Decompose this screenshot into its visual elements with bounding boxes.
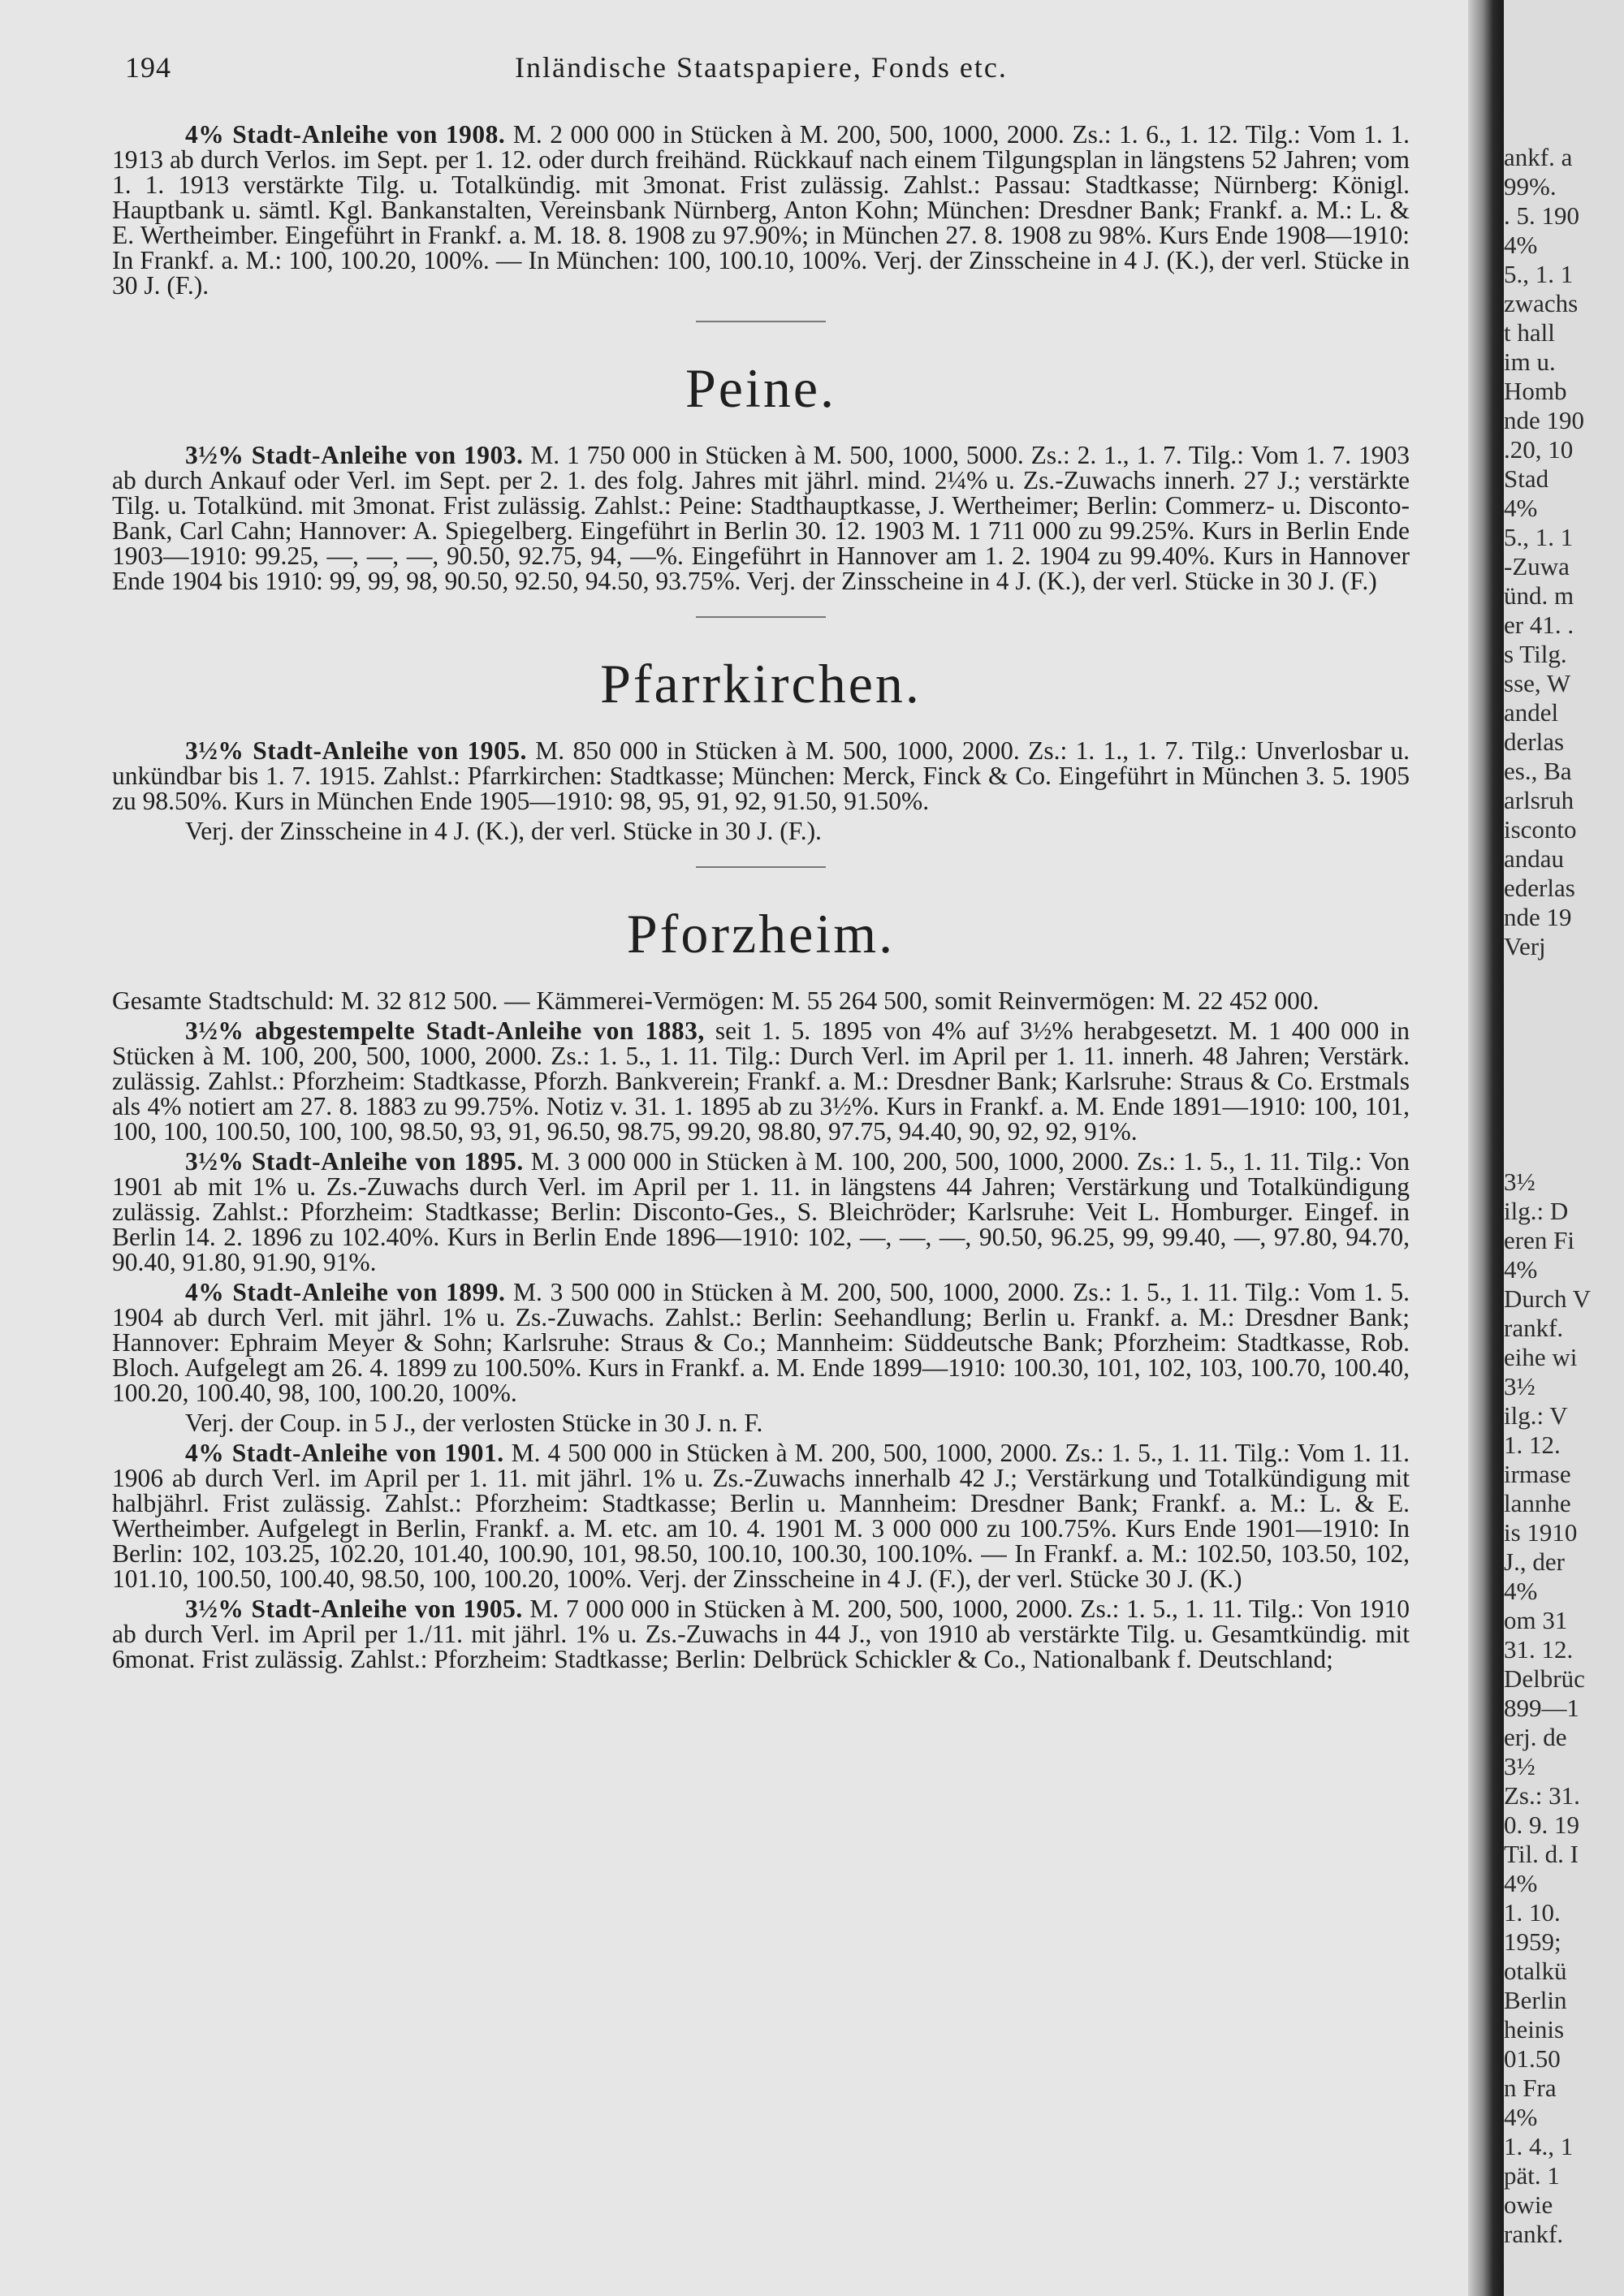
facing-page-text-fragment: Verj (1504, 932, 1546, 960)
entry-paragraph (112, 1018, 1410, 1144)
entry-text: M. 7 000 000 in Stücken à M. 200, 500, 1000, 2000. Zs.: 1. 5., 1. 11. Tilg.: Von 1910 ab durch Verl. im April per 1./11. mit jährl. 1% u. Zs.-Zuwachs in 44 J., von 1910 ab verstärkte Tilg. u. Gesamtkündig. mit 6monat. Frist zulässig. Zahlst.: Pforzheim: Stadtkasse; Berlin: Delbrück Schickler & Co., Nationalbank f. Deutschland; (112, 1595, 1410, 1673)
facing-page-text-fragment: Til. d. I (1504, 1840, 1579, 1868)
section-divider (696, 866, 826, 868)
facing-page-text-fragment: zwachs (1504, 289, 1579, 317)
facing-page-text-fragment: ünd. m (1504, 581, 1574, 610)
entry-paragraph (112, 818, 1410, 844)
facing-page-text-fragment: 4% (1504, 2103, 1538, 2131)
facing-page-text-fragment: rankf. (1504, 2220, 1564, 2248)
facing-page-text-fragment: Homb (1504, 377, 1567, 405)
facing-page-text-fragment: 5., 1. 1 (1504, 523, 1574, 551)
page-number: 194 (125, 51, 171, 84)
entry-title: 4% Stadt-Anleihe von 1908. (185, 120, 506, 149)
entry-title: 4% Stadt-Anleihe von 1899. (185, 1278, 506, 1306)
facing-page-text-fragment: erj. de (1504, 1723, 1567, 1751)
entry-paragraph (112, 1410, 1410, 1435)
entry-text: Verj. der Coup. in 5 J., der verlosten Stücke in 30 J. n. F. (185, 1409, 763, 1437)
entry-paragraph (112, 442, 1410, 593)
facing-page-text-fragment: irmase (1504, 1460, 1571, 1488)
facing-page-text-fragment: eren Fi (1504, 1226, 1574, 1254)
facing-page-text-fragment: 3½ (1504, 1167, 1535, 1196)
entry-title: 3½% Stadt-Anleihe von 1895. (185, 1147, 524, 1176)
facing-page-text-fragment: 1. 10. (1504, 1898, 1561, 1927)
entry-paragraph (112, 988, 1410, 1013)
facing-page-text-fragment: .20, 10 (1504, 435, 1574, 464)
facing-page-text-fragment: is 1910 (1504, 1518, 1578, 1547)
facing-page-text-fragment: 5., 1. 1 (1504, 260, 1574, 288)
facing-page-text-fragment: 4% (1504, 231, 1538, 259)
facing-page-text-fragment: isconto (1504, 815, 1577, 844)
entry-text: M. 1 750 000 in Stücken à M. 500, 1000, 5000. Zs.: 2. 1., 1. 7. Tilg.: Vom 1. 7. 1903 ab durch Ankauf oder Verl. im Sept. per 2. 1. des folg. Jahres mit jährl. mind. 2¼% u. Zs.-Zuwachs innerh. 27 J.; verstärkte Tilg. u. Totalkünd. mit 3monat. Frist zulässig. Zahlst.: Peine: Stadthauptkasse, J. Wertheimer; Berlin: Commerz- u. Disconto-Bank, Carl Cahn; Hannover: A. Spiegelberg. Eingeführt in Berlin 30. 12. 1903 M. 1 711 000 zu 99.25%. Kurs in Berlin Ende 1903—1910: 99.25, —, —, —, 90.50, 92.75, 94, —%. Eingeführt in Hannover am 1. 2. 1904 zu 99.40%. Kurs in Hannover Ende 1904 bis 1910: 99, 99, 98, 90.50, 92.50, 94.50, 93.75%. Verj. der Zinsscheine in 4 J. (K.), der verl. Stücke in 30 J. (F.) (112, 441, 1410, 595)
facing-page-text-fragment: Stad (1504, 464, 1549, 493)
facing-page-text-fragment: eihe wi (1504, 1343, 1578, 1371)
section-divider (696, 616, 826, 618)
facing-page-text-fragment: 3½ (1504, 1372, 1535, 1400)
book-gutter (1468, 0, 1504, 2296)
facing-page-text-fragment: 1. 4., 1 (1504, 2132, 1574, 2160)
entry-text: M. 4 500 000 in Stücken à M. 200, 500, 1000, 2000. Zs.: 1. 5., 1. 11. Tilg.: Vom 1. 11. 1906 ab durch Verl. im April per 1. 11. mit jährl. 1% u. Zs.-Zuwachs innerhalb 42 J.; Verstärkung und Totalkündigung mit halbjährl. Frist zulässig. Zahlst.: Pforzheim: Stadtkasse; Berlin u. Mannheim: Dresdner Bank; Frankf. a. M.: L. & E. Wertheimber. Aufgelegt in Berlin, Frankf. a. M. etc. am 10. 4. 1901 M. 3 000 000 zu 100.75%. Kurs Ende 1901—1910: In Berlin: 102, 103.25, 102.20, 101.40, 100.90, 101, 98.50, 100.10, 100.30, 100.10%. — In Frankf. a. M.: 102.50, 103.50, 102, 101.10, 100.50, 100.40, 98.50, 100, 100.20, 100%. Verj. der Zinsscheine in 4 J. (F.), der verl. Stücke 30 J. (K.) (112, 1439, 1410, 1593)
facing-page-text-fragment: ederlas (1504, 874, 1575, 902)
facing-page-text-fragment: rankf. (1504, 1314, 1564, 1342)
city-heading: Peine. (685, 357, 837, 419)
facing-page-text-fragment: t hall (1504, 318, 1555, 347)
facing-page-text-fragment: 4% (1504, 1255, 1538, 1284)
facing-page-text-fragment: arlsruh (1504, 786, 1574, 814)
page-content (112, 122, 1410, 1677)
facing-page-text-fragment: 899—1 (1504, 1694, 1579, 1722)
facing-page-text-fragment: 4% (1504, 1577, 1538, 1605)
entry-text: Verj. der Zinsscheine in 4 J. (K.), der verl. Stücke in 30 J. (F.). (185, 817, 822, 845)
facing-page-text-fragment: owie (1504, 2190, 1553, 2219)
facing-page-text-fragment: n Fra (1504, 2074, 1557, 2102)
facing-page-text-fragment: ilg.: D (1504, 1197, 1569, 1225)
facing-page-text-fragment: er 41. . (1504, 611, 1574, 639)
facing-page-text-fragment: otalkü (1504, 1957, 1567, 1985)
facing-page-text-fragment: andau (1504, 844, 1565, 873)
entry-paragraph (112, 1440, 1410, 1591)
facing-page-text-fragment: Zs.: 31. (1504, 1781, 1580, 1810)
entry-title: 3½% Stadt-Anleihe von 1903. (185, 441, 524, 469)
entry-paragraph (112, 1149, 1410, 1275)
facing-page-text-fragment: derlas (1504, 727, 1565, 756)
facing-page-text-fragment: 01.50 (1504, 2044, 1561, 2073)
facing-page-text-fragment: 0. 9. 19 (1504, 1810, 1579, 1839)
entry-text: M. 3 500 000 in Stücken à M. 200, 500, 1000, 2000. Zs.: 1. 5., 1. 11. Tilg.: Vom 1. 5. 1904 ab durch Verl. mit jährl. 1% u. Zs.-Zuwachs. Zahlst.: Berlin: Seehandlung; Berlin u. Frankf. a. M.: Dresdner Bank; Hannover: Ephraim Meyer & Sohn; Karlsruhe: Straus & Co.; Mannheim: Süddeutsche Bank; Pforzheim: Stadtkasse, Rob. Bloch. Aufgelegt am 26. 4. 1899 zu 100.50%. Kurs in Frankf. a. M. Ende 1899—1910: 100.30, 101, 102, 103, 100.70, 100.40, 100.20, 100.40, 98, 100, 100.20, 100%. (112, 1278, 1410, 1407)
entry-paragraph (112, 738, 1410, 814)
facing-page-text-fragment: ilg.: V (1504, 1401, 1568, 1430)
facing-page-text-fragment: nde 190 (1504, 406, 1585, 434)
entry-title: 3½% Stadt-Anleihe von 1905. (185, 736, 527, 765)
facing-page-text-fragment: lannhe (1504, 1489, 1571, 1517)
entry-title: 3½% Stadt-Anleihe von 1905. (185, 1595, 523, 1623)
facing-page-text-fragment: 4% (1504, 494, 1538, 522)
facing-page-text-fragment: 3½ (1504, 1752, 1535, 1780)
facing-page-text-fragment: 31. 12. (1504, 1635, 1574, 1664)
facing-page-text-fragment: 99%. (1504, 172, 1557, 201)
entry-title: 4% Stadt-Anleihe von 1901. (185, 1439, 504, 1467)
facing-page-text-fragment: 1959; (1504, 1927, 1561, 1956)
facing-page-text-fragment: Berlin (1504, 1986, 1567, 2014)
page-header (125, 50, 1392, 91)
facing-page-text-fragment: es., Ba (1504, 757, 1572, 785)
city-heading: Pforzheim. (626, 903, 896, 965)
facing-page-text-fragment: Durch V (1504, 1284, 1592, 1313)
facing-page-text-fragment: 4% (1504, 1869, 1538, 1897)
running-title: Inländische Staatspapiere, Fonds etc. (515, 51, 1008, 84)
facing-page-fragment (1504, 0, 1624, 2296)
facing-page-text-fragment: ankf. a (1504, 143, 1573, 171)
facing-page-text-fragment: om 31 (1504, 1606, 1568, 1634)
facing-page-text-fragment: . 5. 190 (1504, 201, 1579, 230)
facing-page-text-fragment: J., der (1504, 1547, 1565, 1576)
entry-text: Gesamte Stadtschuld: M. 32 812 500. — Kämmerei-Vermögen: M. 55 264 500, somit Reinvermögen: M. 22 452 000. (112, 986, 1320, 1015)
city-heading: Pfarrkirchen. (600, 653, 922, 714)
facing-page-text-fragment: pät. 1 (1504, 2161, 1560, 2190)
facing-page-text-fragment: -Zuwa (1504, 552, 1570, 580)
facing-page-text-fragment: sse, W (1504, 669, 1571, 697)
facing-page-text-fragment: heinis (1504, 2015, 1565, 2044)
facing-page-text-fragment: im u. (1504, 347, 1556, 376)
entry-paragraph (112, 1280, 1410, 1405)
facing-page-text-fragment: 1. 12. (1504, 1431, 1561, 1459)
entry-text: M. 2 000 000 in Stücken à M. 200, 500, 1000, 2000. Zs.: 1. 6., 1. 12. Tilg.: Vom 1. 1. 1913 ab durch Verlos. im Sept. per 1. 12. oder durch freihänd. Rückkauf nach einem Tilgungsplan in längstens 52 Jahren; vom 1. 1. 1913 verstärkte Tilg. u. Totalkündig. mit 3monat. Frist zulässig. Zahlst.: Passau: Stadtkasse; Nürnberg: Königl. Hauptbank u. sämtl. Kgl. Bankanstalten, Vereinsbank Nürnberg, Anton Kohn; München: Dresdner Bank; Frankf. a. M.: L. & E. Wertheimber. Eingeführt in Frankf. a. M. 18. 8. 1908 zu 97.90%; in München 27. 8. 1908 zu 98%. Kurs Ende 1908—1910: In Frankf. a. M.: 100, 100.20, 100%. — In München: 100, 100.10, 100%. Verj. der Zinsscheine in 4 J. (K.), der verl. Stücke in 30 J. (F.). (112, 120, 1410, 300)
entry-text: M. 850 000 in Stücken à M. 500, 1000, 2000. Zs.: 1. 1., 1. 7. Tilg.: Unverlosbar u. unkündbar bis 1. 7. 1915. Zahlst.: Pfarrkirchen: Stadtkasse; München: Merck, Finck & Co. Eingeführt in München 3. 5. 1905 zu 98.50%. Kurs in München Ende 1905—1910: 98, 95, 91, 92, 91.50, 91.50%. (112, 736, 1410, 815)
section-divider (696, 321, 826, 322)
facing-page-text-fragment: s Tilg. (1504, 640, 1567, 668)
entry-text: M. 3 000 000 in Stücken à M. 100, 200, 500, 1000, 2000. Zs.: 1. 5., 1. 11. Tilg.: Von 1901 ab mit 1% u. Zs.-Zuwachs durch Verl. im April per 1. 11. in längstens 44 Jahren; Verstärkung und Totalkündigung zulässig. Zahlst.: Pforzheim: Stadtkasse; Berlin: Disconto-Ges., S. Bleichröder; Karlsruhe: Veit L. Homburger. Eingef. in Berlin 14. 2. 1896 zu 102.40%. Kurs in Berlin Ende 1896—1910: 102, —, —, —, 90.50, 96.25, 99, 99.40, —, 97.80, 94.70, 90.40, 91.80, 91.90, 91%. (112, 1147, 1410, 1276)
facing-page-text-fragment: Delbrüc (1504, 1664, 1585, 1693)
facing-page-text-fragment: andel (1504, 698, 1559, 727)
entry-text: seit 1. 5. 1895 von 4% auf 3½% herabgesetzt. M. 1 400 000 in Stücken à M. 100, 200, 500, 1000, 2000. Zs.: 1. 5., 1. 11. Tilg.: Durch Verl. im April per 1. 11. innerh. 48 Jahren; Verstärk. zulässig. Zahlst.: Pforzheim: Stadtkasse, Pforzh. Bankverein; Frankf. a. M.: Dresdner Bank; Karlsruhe: Straus & Co. Erstmals als 4% notiert am 27. 8. 1883 zu 99.75%. Notiz v. 31. 1. 1895 ab zu 3½%. Kurs in Frankf. a. M. Ende 1891—1910: 100, 101, 100, 100, 100.50, 100, 100, 98.50, 93, 91, 96.50, 98.75, 99.20, 98.80, 97.75, 94.40, 90, 92, 92, 91%. (112, 1016, 1410, 1146)
entry-paragraph (112, 122, 1410, 298)
entry-title: 3½% abgestempelte Stadt-Anleihe von 1883, (185, 1016, 705, 1045)
facing-page-text-fragment: nde 19 (1504, 903, 1572, 931)
entry-paragraph (112, 1596, 1410, 1672)
